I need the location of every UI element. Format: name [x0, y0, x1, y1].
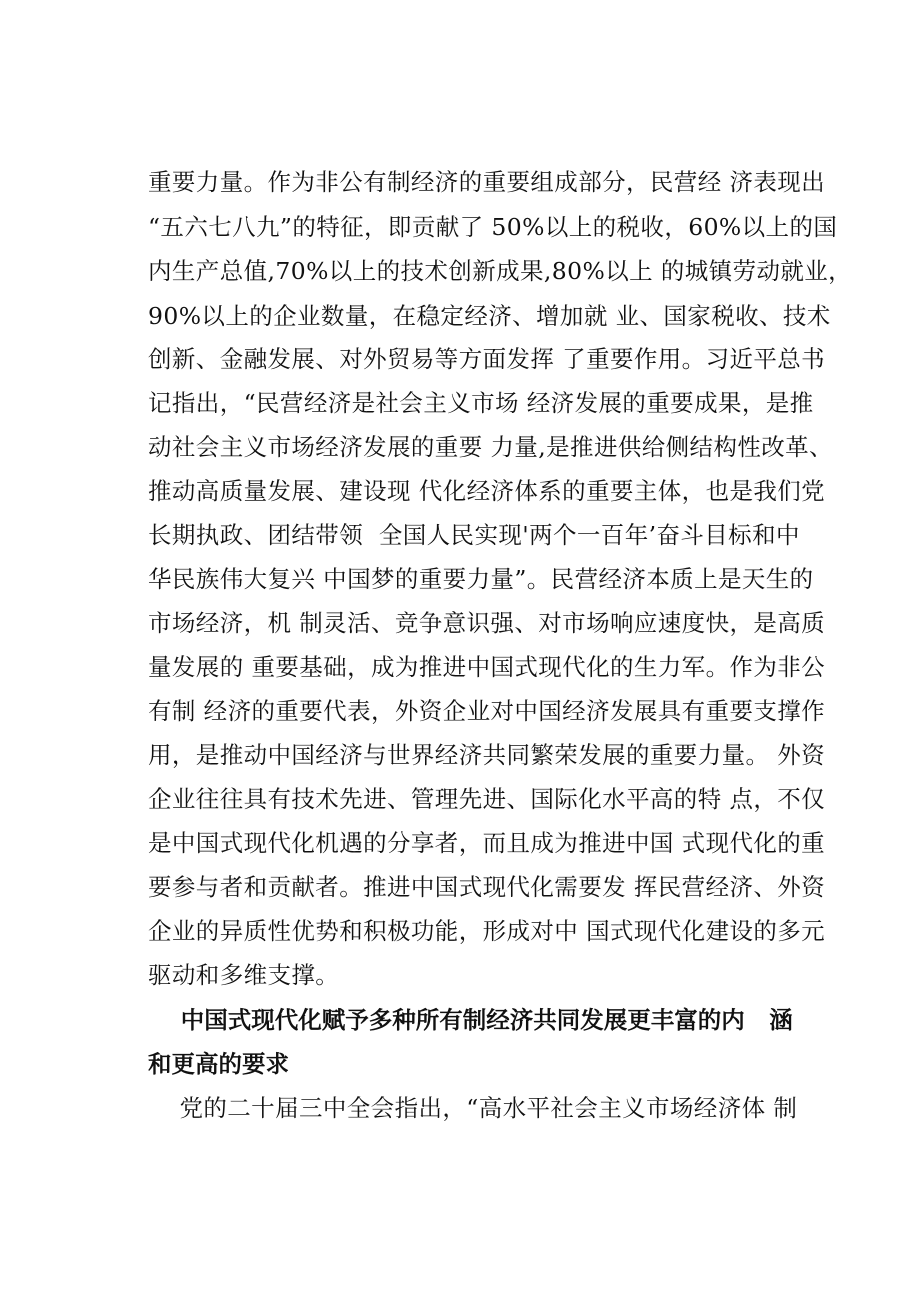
body-line-9: 长期执政、团结带领 全国人民实现'两个一百年’奋斗目标和中 [148, 521, 800, 549]
body-line-17: 要参与者和贡献者。推进中国式现代化需要发 挥民营经济、外资 [148, 873, 826, 901]
body-line-14: 用，是推动中国经济与世界经济共同繁荣发展的重要力量。 外资 [148, 741, 826, 769]
body-line-19: 驱动和多维支撑。 [148, 961, 340, 989]
body-line-2: “五六七八九”的特征，即贡献了 50%以上的税收，60%以上的国 [148, 213, 838, 241]
body-line-5: 创新、金融发展、对外贸易等方面发挥 了重要作用。习近平总书 [148, 345, 826, 373]
body-line-16: 是中国式现代化机遇的分享者，而且成为推进中国 式现代化的重 [148, 829, 826, 857]
body-line-8: 推动高质量发展、建设现 代化经济体系的重要主体，也是我们党 [148, 477, 826, 505]
body-line-3: 内生产总值,70%以上的技术创新成果,80%以上 的城镇劳动就业， [148, 257, 853, 285]
body-line-11: 市场经济，机 制灵活、竞争意识强、对市场响应速度快，是高质 [148, 609, 826, 637]
body-line-10: 华民族伟大复兴 中国梦的重要力量”。民营经济本质上是天生的 [148, 565, 814, 593]
closing-paragraph-line: 党的二十届三中全会指出，“高水平社会主义市场经济体 制 [148, 1094, 798, 1122]
body-line-1: 重要力量。作为非公有制经济的重要组成部分，民营经 济表现出 [148, 168, 826, 196]
body-line-13: 有制 经济的重要代表，外资企业对中国经济发展具有重要支撑作 [148, 697, 826, 725]
body-line-12: 量发展的 重要基础，成为推进中国式现代化的生力军。作为非公 [148, 653, 826, 681]
body-line-4: 90%以上的企业数量，在稳定经济、增加就 业、国家税收、技术 [148, 302, 831, 330]
body-line-18: 企业的异质性优势和积极功能，形成对中 国式现代化建设的多元 [148, 917, 826, 945]
section-heading-line-1: 中国式现代化赋予多种所有制经济共同发展更丰富的内 涵 [148, 1006, 793, 1034]
body-line-7: 动社会主义市场经济发展的重要 力量,是推进供给侧结构性改革、 [148, 433, 833, 461]
body-line-15: 企业往往具有技术先进、管理先进、国际化水平高的特 点，不仅 [148, 785, 826, 813]
section-heading-line-2: 和更高的要求 [148, 1050, 289, 1078]
body-line-6: 记指出，“民营经济是社会主义市场 经济发展的重要成果，是推 [148, 389, 814, 417]
